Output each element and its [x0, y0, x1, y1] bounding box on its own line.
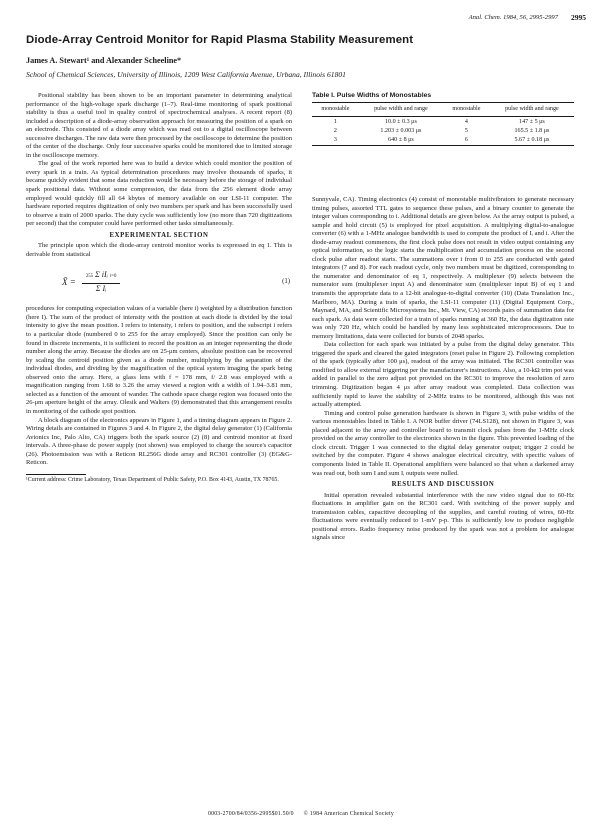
section-heading-experimental: EXPERIMENTAL SECTION — [109, 231, 209, 239]
body-paragraph: Positional stability has been shown to be an important parameter in determining analytical performance of the high-voltage spark discharge (1–7). Real-time monitoring of spark positional stability is thus a useful tool in quality control of spectrochemical analyses. A recent report (8) included a description of a diode-array observation approach for measuring the position of a spark on an electrode. This consisted of a diode array which was read out to a digital oscilloscope between successive discharges. The raw data were then processed by the oscilloscope to determine the position of the center of the discharge. Only four successive sparks could be monitored due to limited storage in the oscilloscope memory. — [26, 92, 292, 159]
left-column — [26, 92, 292, 484]
page-number: 2995 — [571, 13, 586, 22]
table-cell: 165.5 ± 1.8 μs — [514, 128, 550, 135]
table-pulse-widths — [312, 92, 574, 146]
page-footer — [26, 811, 576, 817]
body-paragraph: Timing and control pulse generation hardware is shown in Figure 3, with pulse widths of the various monostables listed in Table I. A NOR buffer driver (74LS128), not shown in Figure 3, was placed adjacent to the array and controller board to transmit clock pulses from the 1-MHz clock provided on the array controller to the electronics shown in the figure. This prevented loading of the clock circuit. Trigger 1 was connected to the digital delay generator output; trigger 2 could be switched by the computer. Figure 4 shows analogue electrical circuitry, with specific values of components listed in Table II. Operational amplifiers were balanced so that when a darkened array was read out, both sum I and sum Iᵢ outputs were nulled. — [312, 409, 574, 477]
body-paragraph: The goal of the work reported here was to build a device which could monitor the position of every spark in a train. As typical determination procedures may involve thousands of sparks, it became quickly evident that some data reduction would be necessary before the storage of individual spark positional data. Without some compression, the data from the 256 element diode array employed would quickly fill all 64 kbytes of memory available on our LSI-11 computer. The hardware reported requires digitization of only two numbers per spark and has been successfully used to observe a train of 2000 sparks. The duty cycle was sufficiently low (no more than 720 digitizations per second) that the computer could have performed other tasks simultaneously. — [26, 160, 292, 228]
body-paragraph: Sunnyvale, CA). Timing electronics (4) consist of monostable multivibrators to generate necessary timing pulses, assorted TTL gates to sequence these pulses, and a binary counter to generate the integer values corresponding to i. Additional details are given below. As the array output is pulsed, a sample and hold circuit (5) is employed for pixel acquisition. A multiplying digital-to-analogue converter (6) with a 1-MHz analogue bandwidth is used to compute the product of Iᵢ and i. After the diode-array readout commences, the first clock pulse does not result in video output containing any optical information, so the logic starts the multiplication and accumulation process on the second clock pulse after readout starts. The summations over i from 0 to 255 are conducted with gated integrators (7 and 8). For each readout cycle, only two numbers must be digitized, corresponding to the numerator and denominator of eq 1, respectively. A multiplexer (9) selects between the numerator sum (multiplexer input A) and denominator sum (multiplexer input B) of eq 1 and transmits the appropriate data to a 12-bit analogue-to-digital converter (10) (Data Translation Inc., Marlboro, MA). During a train of sparks, the LSI-11 computer (11) (Digital Equipment Corp., Maynard, MA, and Scientific Microsystems Inc., Mt. View, CA) records pairs of summation data for each spark. As data were collected for a train of sparks running at 360 Hz, the data digitization rate was only 720 Hz, which could be handled by many less sophisticated microprocessors. Due to memory limitations, data were collected for bursts of 2048 sparks. — [312, 196, 574, 340]
table-cell: 640 ± 8 μs — [388, 137, 414, 144]
table-header-cell: monostable — [452, 106, 481, 112]
table-cell: 1.203 ± 0.003 μs — [380, 128, 422, 135]
table-header-cell: monostable — [321, 106, 350, 112]
table-row — [312, 136, 574, 146]
footnote: ¹Current address: Crime Laboratory, Texas Department of Public Safety, P.O. Box 4143, Austin, TX 78765. — [26, 476, 279, 483]
article-code: 0003-2700/84/0356-2995$01.50/0 — [208, 811, 294, 817]
table-cell: 10.0 ± 0.3 μs — [384, 119, 417, 125]
sum-lower-limit: i=0 — [109, 274, 117, 280]
equation-number: (1) — [282, 278, 290, 286]
footnote-rule — [26, 474, 86, 475]
copyright-notice: © 1984 American Chemical Society — [303, 811, 394, 817]
body-paragraph: procedures for computing expectation values of a variable (here i) weighted by a distribution function (here I). The sum of the product of intensity with the position at each diode is divided by the total intensity to give the mean position. I refers to intensity, i refers to position, and the subscript i refers to a particular diode (numbered 0 to 255 for the array employed). Since the position can only be found in discrete increments, it is sufficient to record the position as an integer representing the diode number along the array. Because the diodes are on 25-μm centers, absolute position can be recovered by scaling the centroid position given as a diode number, multiplying by the separation of the individual diodes, and dividing by the magnification of the optical system imaging the spark being observed onto the array. Here, a glass lens with f = 178 mm, f/ 2.8 was employed with a magnification ranging from 1.68 to 3.26 the array viewed a region with a width of 1.94–3.81 mm, selected as a function of the amount of wander. The cathode space charge region was focused onto the 26-μm aperture height of the array. Olesik and Walters (9) demonstrated that this arrangement results in monitoring of the cathode spot position. — [26, 305, 292, 415]
numerator-expression: Σ iIᵢ — [95, 270, 108, 280]
table-cell: 5.67 ± 0.18 μs — [514, 137, 550, 144]
equation-body — [62, 271, 120, 293]
data-table — [312, 102, 574, 146]
article-title: Diode-Array Centroid Monitor for Rapid Plasma Stability Measurement — [26, 34, 414, 46]
equation-lhs: X̄ = — [62, 277, 76, 288]
right-column — [312, 196, 574, 543]
table-cell: 5 — [464, 128, 468, 135]
centroid-equation — [26, 261, 292, 303]
table-row — [312, 117, 574, 127]
table-cell: 1 — [333, 119, 337, 125]
table-cell: 3 — [333, 137, 337, 144]
table-cell: 147 ± 5 μs — [519, 119, 545, 125]
table-cell: 6 — [464, 137, 468, 144]
sum-upper-limit: 255 — [85, 274, 94, 280]
table-cell: 2 — [333, 128, 337, 135]
journal-reference: Anal. Chem. 1984, 56, 2995-2997 — [468, 14, 558, 21]
body-paragraph: Initial operation revealed substantial interference with the raw video signal due to 60-Hz fluctuations in amplifier gain on the RC301 card. With switching of the power supply and transmission cables, capacitive decoupling of the supplies, and careful routing of wires, 60-Hz fluctuations were eventually reduced to 1-mV p-p. This is sufficiently low to produce negligible positional errors. Radio frequency noise produced by the spark was not a problem for analogue signals since — [312, 491, 574, 542]
equation-fraction — [82, 271, 121, 293]
table-cell: 4 — [464, 119, 468, 125]
table-header-row — [312, 103, 574, 117]
section-heading-results: RESULTS AND DISCUSSION — [391, 481, 495, 489]
affiliation-line: School of Chemical Sciences, University of Illinois, 1209 West California Avenue, Urbana, Illinois 61801 — [26, 70, 346, 79]
denominator-expression: Σ Iᵢ — [95, 283, 107, 293]
equation-numerator — [82, 271, 121, 284]
body-paragraph: The principle upon which the diode-array centroid monitor works is expressed in eq 1. This is derivable from statistical — [26, 242, 292, 258]
table-row — [312, 127, 574, 136]
author-line: James A. Stewart¹ and Alexander Scheeline* — [26, 56, 182, 65]
table-header-cell: pulse width and range — [505, 106, 559, 112]
body-paragraph: A block diagram of the electronics appears in Figure 1, and a timing diagram appears in Figure 2. Wiring details are contained in Figures 3 and 4. In Figure 2, the digital delay generator (1) (California Avionics Inc, Palo Alto, CA) triggers both the spark source (2) (8) and centroid monitor at fixed intervals. A three-phase dc power supply (not shown) was employed to charge the source's capacitor (26). Photoemission was with a Reticon RL256G diode array and RC301 controller (3) (EG&G-Reticon. — [26, 416, 292, 467]
equation-denominator — [96, 284, 107, 294]
body-paragraph: Data collection for each spark was initiated by a pulse from the digital delay generator. This triggered the spark and cleared the gated integrators (reset pulse in Figure 2). Following completion of the spark (typically after 100 μs), readout of the array was initiated. The RC301 controller was modified to allow external triggering per the manufacturer's instructions. Also, a 10-kΩ trim pot was added in parallel to the zero adjust pot provided on the RC301 to improve the resolution of zero trimming. Digitization began 4 μs after array readout was completed. Data collection was sufficiently rapid to leave the stability of 2-MHz trains to be monitored, although this was not actually attempted. — [312, 341, 574, 409]
table-caption: Table I. Pulse Widths of Monostables — [312, 92, 432, 99]
table-header-cell: pulse width and range — [374, 106, 428, 112]
